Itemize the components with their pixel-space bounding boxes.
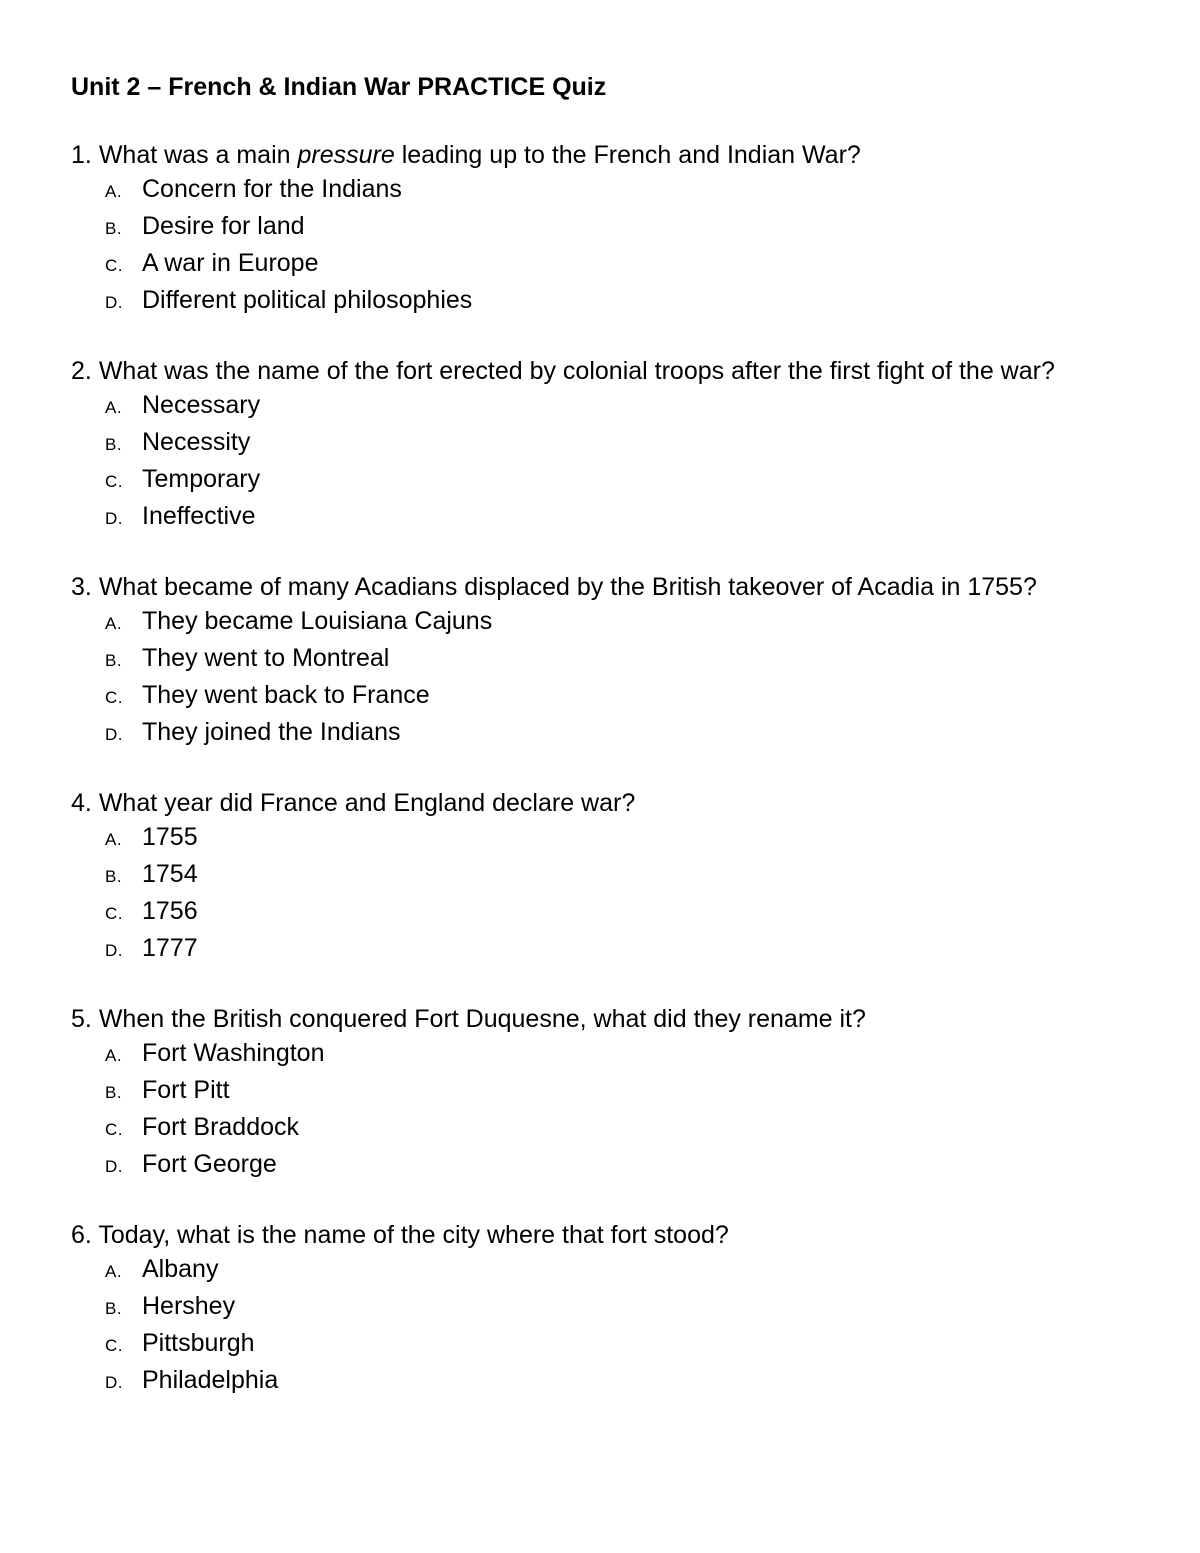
option-text: Fort George bbox=[142, 1150, 277, 1178]
option-letter: C. bbox=[105, 256, 123, 275]
question-text bbox=[71, 786, 1131, 820]
option-c bbox=[105, 462, 1131, 499]
question-body: Today, what is the name of the city where that fort stood? bbox=[98, 1221, 729, 1249]
option-letter: D. bbox=[105, 509, 123, 528]
question-text-before: What was a main bbox=[98, 141, 298, 169]
option-letter: B. bbox=[105, 1083, 123, 1102]
option-text: Necessity bbox=[142, 428, 251, 456]
question-6 bbox=[71, 1218, 1131, 1400]
options-list bbox=[71, 1252, 1131, 1400]
question-number: 1. bbox=[71, 141, 92, 169]
option-letter: D. bbox=[105, 725, 123, 744]
option-letter: B. bbox=[105, 867, 123, 886]
question-text bbox=[71, 138, 1131, 172]
option-text: Ineffective bbox=[142, 502, 256, 530]
option-letter: B. bbox=[105, 435, 123, 454]
option-letter: D. bbox=[105, 941, 123, 960]
option-a bbox=[105, 604, 1131, 641]
option-text: 1756 bbox=[142, 897, 198, 925]
option-letter: C. bbox=[105, 688, 123, 707]
option-b bbox=[105, 1289, 1131, 1326]
option-text: Fort Washington bbox=[142, 1039, 325, 1067]
option-letter: D. bbox=[105, 1373, 123, 1392]
question-2 bbox=[71, 354, 1131, 536]
question-1 bbox=[71, 138, 1131, 320]
option-a bbox=[105, 388, 1131, 425]
option-letter: C. bbox=[105, 904, 123, 923]
option-a bbox=[105, 172, 1131, 209]
option-b bbox=[105, 641, 1131, 678]
question-number: 5. bbox=[71, 1005, 92, 1033]
question-number: 4. bbox=[71, 789, 92, 817]
question-text-after: leading up to the French and Indian War? bbox=[394, 141, 861, 169]
option-c bbox=[105, 894, 1131, 931]
option-d bbox=[105, 283, 1131, 320]
option-c bbox=[105, 1110, 1131, 1147]
option-text: 1777 bbox=[142, 934, 198, 962]
option-text: A war in Europe bbox=[142, 249, 319, 277]
option-c bbox=[105, 678, 1131, 715]
option-c bbox=[105, 1326, 1131, 1363]
question-number: 3. bbox=[71, 573, 92, 601]
question-body: What was the name of the fort erected by colonial troops after the first fight of the war? bbox=[98, 357, 1055, 385]
option-letter: A. bbox=[105, 182, 123, 201]
option-text: Temporary bbox=[142, 465, 261, 493]
option-a bbox=[105, 1036, 1131, 1073]
quiz-title: Unit 2 – French & Indian War PRACTICE Quiz bbox=[71, 73, 607, 101]
question-4 bbox=[71, 786, 1131, 968]
question-body: What became of many Acadians displaced by the British takeover of Acadia in 1755? bbox=[98, 573, 1037, 601]
option-b bbox=[105, 857, 1131, 894]
option-d bbox=[105, 499, 1131, 536]
option-b bbox=[105, 425, 1131, 462]
option-text: Concern for the Indians bbox=[142, 175, 402, 203]
option-text: Albany bbox=[142, 1255, 219, 1283]
option-text: Hershey bbox=[142, 1292, 236, 1320]
question-number: 6. bbox=[71, 1221, 92, 1249]
option-letter: B. bbox=[105, 651, 123, 670]
option-text: 1755 bbox=[142, 823, 198, 851]
option-d bbox=[105, 1363, 1131, 1400]
options-list bbox=[71, 172, 1131, 320]
options-list bbox=[71, 1036, 1131, 1184]
option-letter: C. bbox=[105, 472, 123, 491]
option-text: 1754 bbox=[142, 860, 198, 888]
option-letter: C. bbox=[105, 1120, 123, 1139]
option-text: Pittsburgh bbox=[142, 1329, 255, 1357]
option-letter: B. bbox=[105, 219, 123, 238]
option-text: Fort Pitt bbox=[142, 1076, 230, 1104]
option-text: Desire for land bbox=[142, 212, 305, 240]
option-letter: A. bbox=[105, 1262, 123, 1281]
question-text-emphasis: pressure bbox=[297, 141, 395, 169]
quiz-page bbox=[71, 70, 1131, 1434]
option-text: Fort Braddock bbox=[142, 1113, 300, 1141]
option-b bbox=[105, 1073, 1131, 1110]
option-letter: D. bbox=[105, 1157, 123, 1176]
option-c bbox=[105, 246, 1131, 283]
options-list bbox=[71, 820, 1131, 968]
option-text: They joined the Indians bbox=[142, 718, 401, 746]
option-letter: A. bbox=[105, 614, 123, 633]
options-list bbox=[71, 388, 1131, 536]
question-body: When the British conquered Fort Duquesne, what did they rename it? bbox=[98, 1005, 866, 1033]
option-letter: A. bbox=[105, 1046, 123, 1065]
question-text bbox=[71, 1002, 1131, 1036]
question-5 bbox=[71, 1002, 1131, 1184]
question-3 bbox=[71, 570, 1131, 752]
option-text: They became Louisiana Cajuns bbox=[142, 607, 493, 635]
option-b bbox=[105, 209, 1131, 246]
question-text bbox=[71, 570, 1131, 604]
option-text: Philadelphia bbox=[142, 1366, 279, 1394]
option-d bbox=[105, 715, 1131, 752]
option-text: They went to Montreal bbox=[142, 644, 390, 672]
option-d bbox=[105, 1147, 1131, 1184]
option-letter: D. bbox=[105, 293, 123, 312]
option-text: Different political philosophies bbox=[142, 286, 473, 314]
question-text bbox=[71, 1218, 1131, 1252]
question-body: What year did France and England declare war? bbox=[98, 789, 636, 817]
option-letter: C. bbox=[105, 1336, 123, 1355]
option-letter: B. bbox=[105, 1299, 123, 1318]
option-text: They went back to France bbox=[142, 681, 430, 709]
option-d bbox=[105, 931, 1131, 968]
options-list bbox=[71, 604, 1131, 752]
question-number: 2. bbox=[71, 357, 92, 385]
option-letter: A. bbox=[105, 830, 123, 849]
option-text: Necessary bbox=[142, 391, 261, 419]
option-a bbox=[105, 820, 1131, 857]
option-a bbox=[105, 1252, 1131, 1289]
option-letter: A. bbox=[105, 398, 123, 417]
question-text bbox=[71, 354, 1131, 388]
